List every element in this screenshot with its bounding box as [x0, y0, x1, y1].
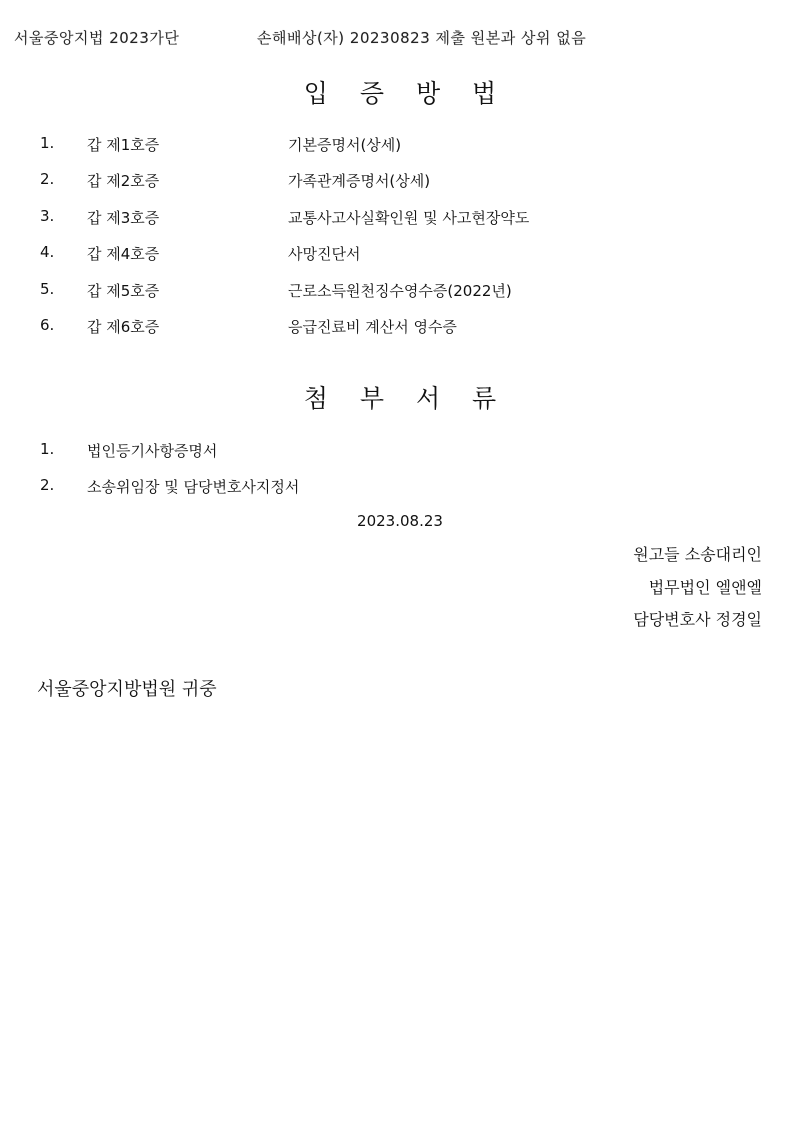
- item-number: 2.: [40, 476, 55, 495]
- attachment-name: 법인등기사항증명서: [87, 442, 218, 460]
- exhibit-code: 갑 제2호증: [87, 172, 160, 191]
- court-case-number: 서울중앙지법 2023가단: [14, 29, 180, 47]
- exhibit-description: 가족관계증명서(상세): [288, 172, 431, 191]
- filing-date: 2023.08.23: [357, 512, 443, 530]
- evidence-item: [0, 134, 800, 170]
- exhibit-code: 갑 제3호증: [87, 208, 160, 227]
- item-number: 6.: [40, 315, 55, 334]
- exhibit-description: 사망진단서: [288, 245, 361, 264]
- item-number: 1.: [40, 134, 55, 152]
- evidence-item: [0, 170, 800, 206]
- exhibit-description: 기본증명서(상세): [288, 136, 402, 154]
- attachments-section-title: 첨 부 서 류: [303, 384, 509, 413]
- evidence-item: [0, 316, 800, 352]
- evidence-item: [0, 207, 800, 243]
- item-number: 2.: [40, 170, 55, 189]
- exhibit-description: 응급진료비 계산서 영수증: [288, 317, 457, 336]
- item-number: 1.: [40, 440, 55, 458]
- signature-line-firm: 법무법인 엘앤엘: [648, 578, 762, 597]
- item-number: 4.: [40, 243, 55, 262]
- exhibit-code: 갑 제5호증: [87, 281, 160, 300]
- evidence-item: [0, 280, 800, 316]
- exhibit-description: 근로소득원천징수영수증(2022년): [288, 281, 512, 300]
- exhibit-description: 교통사고사실확인원 및 사고현장약도: [288, 208, 530, 227]
- evidence-section-title: 입 증 방 법: [303, 79, 509, 108]
- evidence-list: [0, 134, 800, 352]
- document-header: [0, 27, 800, 51]
- attachment-item: [0, 440, 800, 476]
- item-number: 3.: [40, 206, 55, 225]
- item-number: 5.: [40, 279, 55, 298]
- attachment-item: [0, 476, 800, 512]
- evidence-item: [0, 243, 800, 279]
- exhibit-code: 갑 제6호증: [87, 317, 160, 336]
- attachments-list: [0, 440, 800, 513]
- signature-line-representative: 원고들 소송대리인: [633, 545, 762, 564]
- submission-stamp: 손해배상(자) 20230823 제출 원본과 상위 없음: [257, 29, 587, 47]
- court-addressee: 서울중앙지방법원 귀중: [37, 679, 217, 700]
- exhibit-code: 갑 제1호증: [87, 136, 160, 154]
- exhibit-code: 갑 제4호증: [87, 245, 160, 264]
- signature-line-attorney: 담당변호사 정경일: [633, 610, 762, 629]
- attachment-name: 소송위임장 및 담당변호사지정서: [87, 478, 300, 497]
